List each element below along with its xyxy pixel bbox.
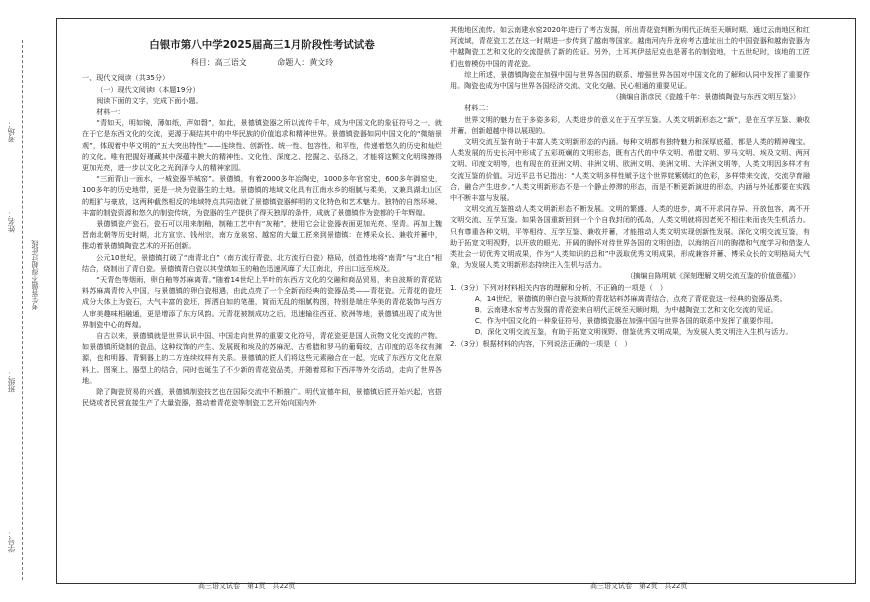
subsection-heading: （一）现代文阅读Ⅰ（本题19分） xyxy=(96,84,200,94)
question-1: 1.（3分）下列对材料相关内容的理解和分析，不正确的一项是（ ） xyxy=(450,282,667,292)
option-c: C．作为中国文化的一种象征符号，景德镇瓷器在加强中国与世界各国的联系中发挥了重要作用。 xyxy=(474,316,778,326)
instruction: 阅读下面的文字，完成下面小题。 xyxy=(96,95,203,105)
subject-label: 科目：高三语文 xyxy=(190,58,247,68)
paragraph: 除了陶瓷贸易的兴盛，景德镇制瓷技艺也在国际交流中不断推广。明代宣德年间，景德镇后匠开始兴起，官搭民烧或者民营直接生产了大量瓷器，推动着青花瓷等制瓷工艺开始向国内外 xyxy=(82,387,442,408)
seal-line xyxy=(22,40,23,580)
right-column xyxy=(450,24,810,349)
page-footer-left: 高三语文试卷 第1页 共22页 xyxy=(198,582,296,590)
material-label: 材料一： xyxy=(96,107,125,117)
paragraph: 文明交流互鉴有助于丰富人类文明新形态的内涵。每种文明都有独特魅力和深厚底蕴，都是人类的精神瑰宝。人类发展的历史长河中形成了五彩斑斓的文明形态，既有古代的中华文明、希腊文明、罗马文明、埃及文明、两河文明、印度文明等，也有现在的亚洲文明、非洲文明、欧洲文明、美洲文明、大洋洲文明等，人类文明因多样才有交流互鉴的价值。习近平总书记指出：“人类文明多样性赋予这个世界姹紫嫣红的色彩，多样带来交流，交流孕育融合，融合产生进步。”人类文明新形态不是一个静止停滞的形态，而是不断更新演进的形态，内涵与外延都要在实践中不断丰富与发展。 xyxy=(450,137,810,203)
source-citation: （摘编自浙彦民《瓷越千年：景德镇陶瓷与东西文明互鉴》） xyxy=(612,92,800,102)
paragraph: 其他地区流传。如云南建水窑2020年进行了考古发掘，所出青花瓷判断为明代正统至天顺时期，通过云南地区和红河流域，青花瓷工艺在这一时期进一步传到了越南等国家。越南河内升龙府考古遗址出土的中国瓷器和越南瓷器为中越陶瓷工艺和文化的交流提供了新的佐证。另外，土耳其伊兹尼克也是著名的制瓷地，十五世纪时，该地的工匠们也曾模仿中国的青花瓷。 xyxy=(450,25,810,68)
paragraph: 文明交流互鉴推动人类文明新形态不断发展。文明的繁盛、人类的进步，离不开求同存异、开放包容，离不开文明交流、互学互鉴。如果各国重新回到一个个自我封闭的孤岛，人类文明就将因老死不相往来而丧失生机活力。只有尊重各种文明，平等相待、互学互鉴、兼收并蓄，才能推动人类文明实现创新性发展。深化文明交流互鉴，有助于拓宽文明视野，以开放的眼光、开阔的胸怀对待世界各国的文明创造，以海纳百川的胸襟和气度学习和借鉴人类社会一切优秀文明成果，作为“人类知识的总和”中汲取优秀文明成果，形成兼容并蓄、博采众长的文明格局大气象，为发展人类文明新形态持续注入生机与活力。 xyxy=(450,204,810,270)
name-label: 姓名： xyxy=(7,210,16,233)
paragraph: 公元10世纪，景德镇打破了“南青北白”（南方流行青瓷、北方流行白瓷）格局，创造性地将“南青”与“北白”相结合，烧制出了青白瓷。景德镇青白瓷以其莹缜如玉的釉色迅速风靡了大江南北，并出口远至埃及。 xyxy=(82,252,442,273)
material-label: 材料二： xyxy=(464,103,493,113)
class-label: 班级： xyxy=(7,370,16,393)
paragraph: “天青色等烟雨，卵白釉等苏麻离青。”随着14世纪上半叶的东西方文化的交融和商品贸易，来自波斯的青花钴料苏麻离青传入中国，与景德镇的卵白瓷相遇，由此点亮了一个全新而经典的瓷器品类——青花瓷。元青花的瓷坯成分大体上为瓷石，大气丰富的瓷坯，挥洒自如的笔墨，简而无乱的细腻构图，特别是端庄华美的青花装饰与西方人审美趣味相融通，更是增添了东方风韵。元青花被制成功之后，迅速输往西亚、欧洲等地，景德镇出现了成为世界制瓷中心的辉煌。 xyxy=(82,275,442,329)
exam-meta xyxy=(82,57,442,68)
student-id-label: 学号： xyxy=(7,530,16,553)
section-heading: 一、现代文阅读（共35分） xyxy=(82,73,170,83)
left-column xyxy=(82,24,442,409)
paragraph: 世界文明的魅力在于多姿多彩，人类进步的意义在于互学互鉴。人类文明新形态之“新”，是在互学互鉴、兼收并蓄、创新超越中得以展现的。 xyxy=(450,114,810,135)
exam-title: 白银市第八中学2025届高三1月阶段性考试试卷 xyxy=(149,39,375,51)
option-d: D．深化文明交流互鉴，有助于拓宽文明视野、借鉴优秀文明成果，为发展人类文明注入生机与活力。 xyxy=(474,327,793,337)
seal-line-note: 考生答题不得超过此线 xyxy=(31,240,39,310)
option-b: B．云南建水窑考古发掘的青花瓷来自明代正统至天顺时期，为中越陶瓷工艺和文化交流的见证。 xyxy=(474,305,778,315)
paragraph: “青如天，明如镜，薄如纸，声如磬”，如此，景德镇瓷器之所以流传千年，成为中国文化的象征符号之一，就在于它是东西文化的交流，更源于凝结其中的中华民族的价值追求和精神世界。景德镇瓷器如同中国文化的“微缩景观”，体现着中华文明的“五大突出特性”——连续性、创新性、统一性、包容性、和平性，传递着悠久的历史和灿烂的文化。唯有把握好瑾藏其中深蕴丰腴大的精神性、文化性、深度之、挖掘之、弘扬之，才能将这颗文化明珠擦得更加光亮，进一步以文化之光润泽今人的精神家园。 xyxy=(82,118,442,173)
question-2: 2.（3分）根据材料的内容，下列说法正确的一项是（ ） xyxy=(450,338,632,348)
paragraph: 自古以来，景德镇就是世界认识中国、中国走向世界的重要文化符号，青花瓷更是国人贡物文化交流的产物。如景德镇所烧制的瓷品，这种纹饰的产生、发展既和埃及的苏麻泥、古希腊和罗马的葡萄纹，古印度的忍冬纹有渊源，也和明器、青铜器上的二方连续纹样有关系。景德镇的匠人们将这些元素融合在一起，完成了东西方文化在原料上、图案上、器型上的结合，同时也诞生了不少新的青花瓷品类，并随着郑和下西洋等外交活动，走向了世界各地。 xyxy=(82,331,442,385)
paragraph: “三面青山一面水，一城瓷器半城窑”。景德镇，有着2000多年冶陶史，1000多年官窑史，600多年御窑史，100多年的历史地带，更是一块为瓷器生的土地。景德镇的地域文化具有江南水乡的细腻与柔美，又兼具湖北山区的粗犷与豪放，这两种截然相反的地域特点共同造就了景德镇瓷器鲜明的文化特色和艺术魅力。独特的自然环境、丰富的制瓷资源和悠久的制瓷传统，为瓷器的生产提供了得天独厚的条件，成就了景德镇作为瓷都的千年辉煌。 xyxy=(82,174,442,217)
binding-margin xyxy=(0,0,56,602)
exam-room-label: 考场： xyxy=(7,120,16,143)
page-footer-right: 高三语文试卷 第2页 共22页 xyxy=(590,582,688,590)
source-citation: （摘编自陈明斌《深刻理解文明交流互鉴的价值意蕴》） xyxy=(626,271,800,281)
option-a: A．14世纪，景德镇的卵白瓷与波斯的青花钴料苏麻离青结合，点亮了青花瓷这一经典的瓷器品类。 xyxy=(474,293,787,303)
paragraph: 综上所述，景德镇陶瓷在加强中国与世界各国的联系、增强世界各国对中国文化的了解和认同中发挥了重要作用。陶瓷也成为中国与世界各国经济交流、文化交融、民心相通的重要见证。 xyxy=(450,69,810,91)
paragraph: 景德镇瓷产瓷石，瓷石可以用来制釉，制釉工艺中有“灰釉”，使用它会让瓷器表面更加光亮、坚青。再加上魏晋南北朝等历史时期，北方宣宗、钱州宗，南方龙泉窑、越窑的大量工匠来到景德镇：在博采众长、兼收并蓄中，推动着景德镇陶瓷艺术的开拓创新。 xyxy=(82,219,442,251)
author-label: 命题人：黄文玲 xyxy=(277,58,334,68)
